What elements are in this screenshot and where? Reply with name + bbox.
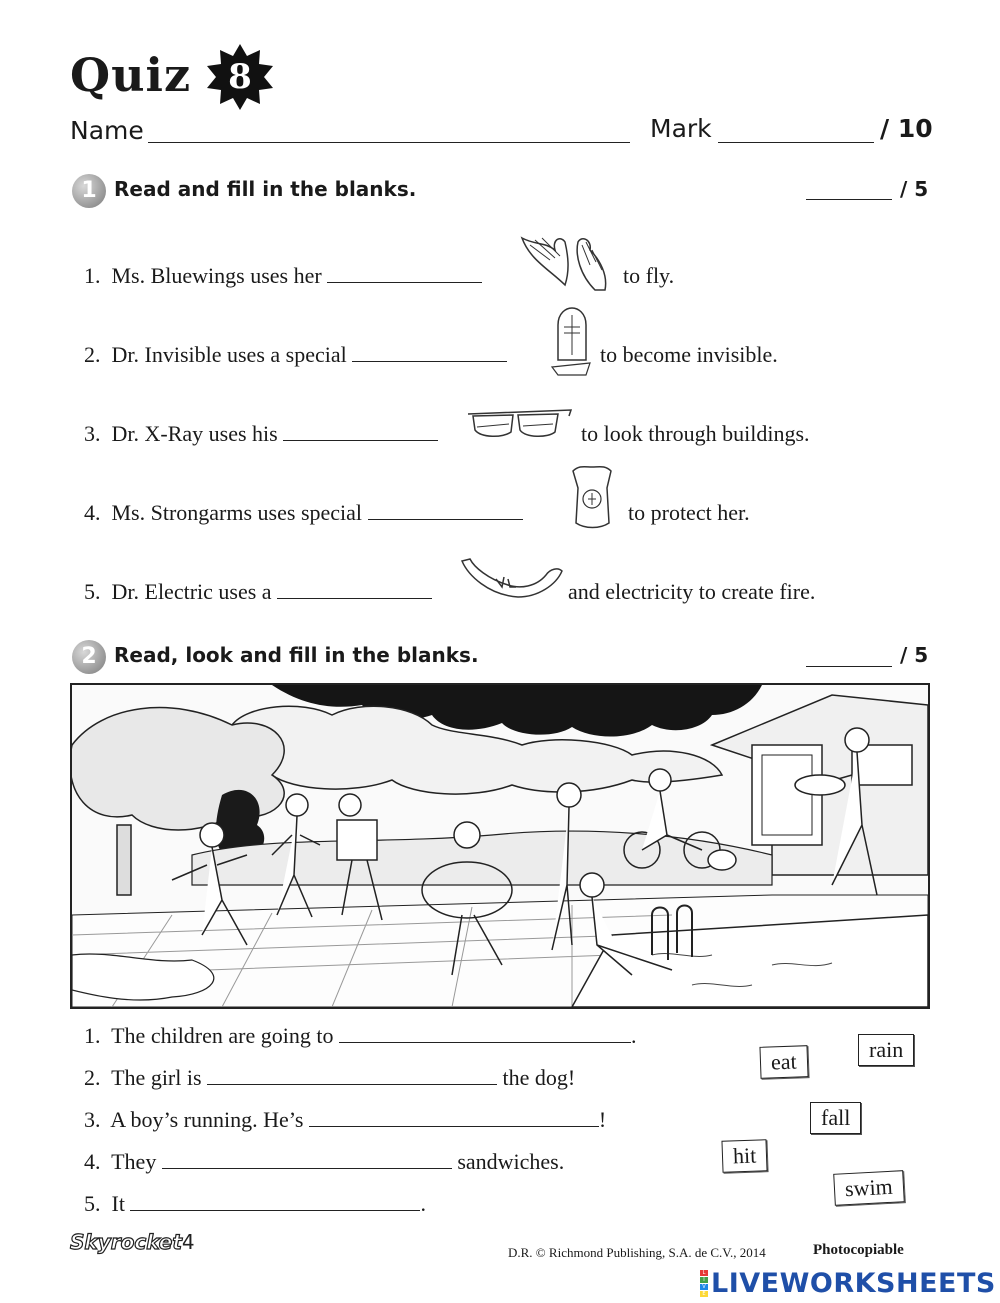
s1-item-3: 3. Dr. X-Ray uses his xyxy=(84,421,438,447)
helmet-icon xyxy=(550,305,595,377)
pool-party-illustration xyxy=(70,683,930,1009)
mark-total: / 10 xyxy=(880,114,933,143)
s1-item-2: 2. Dr. Invisible uses a special xyxy=(84,342,507,368)
word-card-hit[interactable]: hit xyxy=(721,1139,767,1173)
word-card-rain[interactable]: rain xyxy=(858,1034,914,1066)
word-card-swim[interactable]: swim xyxy=(833,1170,904,1206)
s1-item-2-after: to become invisible. xyxy=(600,342,778,367)
mark-field[interactable] xyxy=(718,142,874,143)
name-field[interactable] xyxy=(148,142,630,143)
s2-blank-5[interactable] xyxy=(130,1210,420,1211)
section1-score-total: / 5 xyxy=(900,177,929,201)
s2-item-5: 5. It . xyxy=(84,1191,426,1216)
s1-item-5: 5. Dr. Electric uses a xyxy=(84,579,432,605)
section2-score-field[interactable] xyxy=(806,666,892,667)
section1-title: Read and fill in the blanks. xyxy=(114,177,417,201)
section2-title: Read, look and fill in the blanks. xyxy=(114,643,479,667)
photocopiable-label: Photocopiable xyxy=(813,1242,904,1258)
word-card-eat[interactable]: eat xyxy=(759,1045,808,1079)
name-label: Name xyxy=(70,116,144,145)
s1-blank-5[interactable] xyxy=(277,598,432,599)
s1-blank-4[interactable] xyxy=(368,519,523,520)
glasses-icon xyxy=(463,402,578,442)
s2-item-4: 4. They sandwiches. xyxy=(84,1149,565,1174)
s2-blank-1[interactable] xyxy=(339,1042,631,1043)
s1-blank-2[interactable] xyxy=(352,361,507,362)
s2-blank-2[interactable] xyxy=(207,1084,497,1085)
s1-blank-1[interactable] xyxy=(327,282,482,283)
s2-blank-4[interactable] xyxy=(162,1168,452,1169)
s1-blank-3[interactable] xyxy=(283,440,438,441)
quiz-number: 8 xyxy=(228,57,252,97)
copyright: D.R. © Richmond Publishing, S.A. de C.V., 2014 xyxy=(508,1245,766,1260)
s1-item-5-after: and electricity to create fire. xyxy=(568,579,816,604)
s1-item-1-after: to fly. xyxy=(623,263,675,288)
liveworksheets-wordmark: LIVEWORKSHEETS xyxy=(711,1268,996,1299)
skyrocket-logo: Skyrocket4 xyxy=(70,1230,195,1254)
belt-icon xyxy=(458,555,566,605)
mark-label: Mark xyxy=(650,114,712,143)
s1-item-4-after: to protect her. xyxy=(628,500,750,525)
s2-item-3: 3. A boy’s running. He’s ! xyxy=(84,1107,607,1132)
s1-item-3-after: to look through buildings. xyxy=(581,421,810,446)
s2-blank-3[interactable] xyxy=(309,1126,599,1127)
pool-scene-drawing xyxy=(72,685,928,1007)
s1-item-4: 4. Ms. Strongarms uses special xyxy=(84,500,523,526)
liveworksheets-icon: L I V E xyxy=(700,1270,708,1297)
s2-item-2: 2. The girl is the dog! xyxy=(84,1065,576,1090)
section2-score-total: / 5 xyxy=(900,643,929,667)
quiz-number-badge xyxy=(205,42,275,112)
s2-item-1: 1. The children are going to . xyxy=(84,1023,637,1048)
starburst-icon xyxy=(205,42,275,112)
armor-icon xyxy=(565,463,620,531)
wings-icon xyxy=(520,230,620,300)
section2-number: 2 xyxy=(72,640,106,674)
s1-item-1: 1. Ms. Bluewings uses her xyxy=(84,263,482,289)
quiz-title: Quiz xyxy=(70,48,192,102)
liveworksheets-logo[interactable] xyxy=(700,1268,996,1299)
word-card-fall[interactable]: fall xyxy=(810,1102,861,1134)
section1-score-field[interactable] xyxy=(806,199,892,200)
section1-number: 1 xyxy=(72,174,106,208)
